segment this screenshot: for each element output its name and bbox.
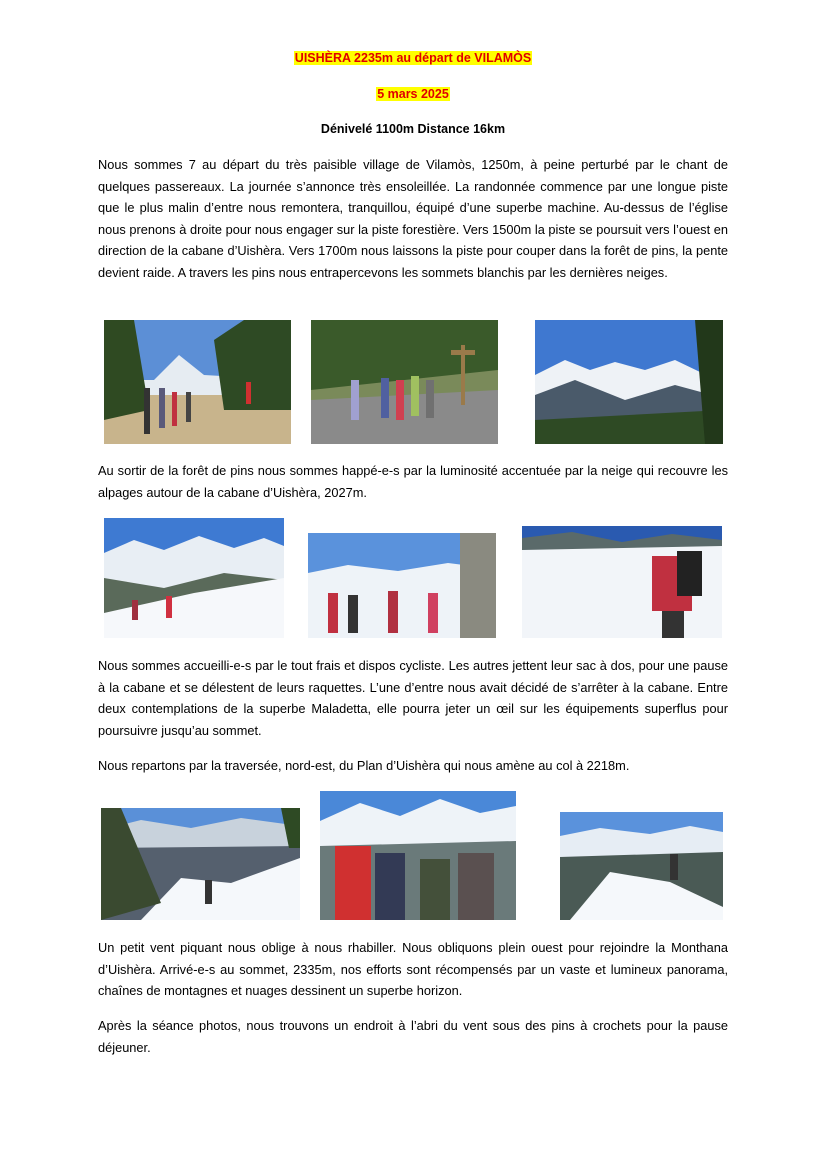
photo-col-ridge <box>101 808 300 920</box>
photo-cabin-pause <box>308 533 496 638</box>
paragraph-1: Nous sommes 7 au départ du très paisible village de Vilamòs, 1250m, à peine perturbé par le chant de quelques passereaux. La journée s’annonce très ensoleillée. La randonnée commence par une longue piste que le plus malin d’entre nous remontera, tranquillou, équipé d’une superbe machine. Au-dessus de l’église nous prenons à droite pour nous engager sur la piste forestière. Vers 1500m la piste se poursuit vers l’ouest en direction de la cabane d’Uishèra. Vers 1700m nous laissons la piste pour couper dans la forêt de pins, la pente devient raide. A travers les pins nous entrapercevons les sommets blanchis par les dernières neiges. <box>98 157 728 280</box>
photo-snow-slope-walkers <box>104 518 284 638</box>
paragraph-3: Nous sommes accueilli-e-s par le tout frais et dispos cycliste. Les autres jettent leur sac à dos, pour une pause à la cabane et se délestent de leurs raquettes. L’une d’entre nous avait décidé de s’arrêter à la cabane. Entre deux contemplations de la superbe Maladetta, elle pourra jeter un œil sur les équipements superflus pour poursuivre jusqu’au sommet. <box>98 658 728 738</box>
photo-group-signpost <box>311 320 498 444</box>
paragraph-2: Au sortir de la forêt de pins nous sommes happé-e-s par la luminosité accentuée par la neige qui recouvre les alpages autour de la cabane d’Uishèra, 2027m. <box>98 463 728 500</box>
page-title: UISHÈRA 2235m au départ de VILAMÒS <box>294 51 532 65</box>
paragraph-4: Nous repartons par la traversée, nord-est, du Plan d’Uishèra qui nous amène au col à 2218m. <box>98 758 630 773</box>
paragraph-6: Après la séance photos, nous trouvons un endroit à l’abri du vent sous des pins à crochets pour la pause déjeuner. <box>98 1018 728 1055</box>
photo-summit-group <box>320 791 516 920</box>
photo-snowfield-hiker <box>522 526 722 638</box>
page-subtitle: Dénivelé 1100m Distance 16km <box>320 122 506 136</box>
page-date: 5 mars 2025 <box>377 87 449 101</box>
photo-descent-hiker <box>560 812 723 920</box>
photo-snowy-peaks <box>535 320 723 444</box>
photo-group-start-forest <box>104 320 291 444</box>
paragraph-5: Un petit vent piquant nous oblige à nous rhabiller. Nous obliquons plein ouest pour rejoindre la Monthana d’Uishèra. Arrivé-e-s au sommet, 2335m, nos efforts sont récompensés par un vaste et lumineux panorama, chaînes de montagnes et nuages dessinent un superbe horizon. <box>98 940 728 999</box>
